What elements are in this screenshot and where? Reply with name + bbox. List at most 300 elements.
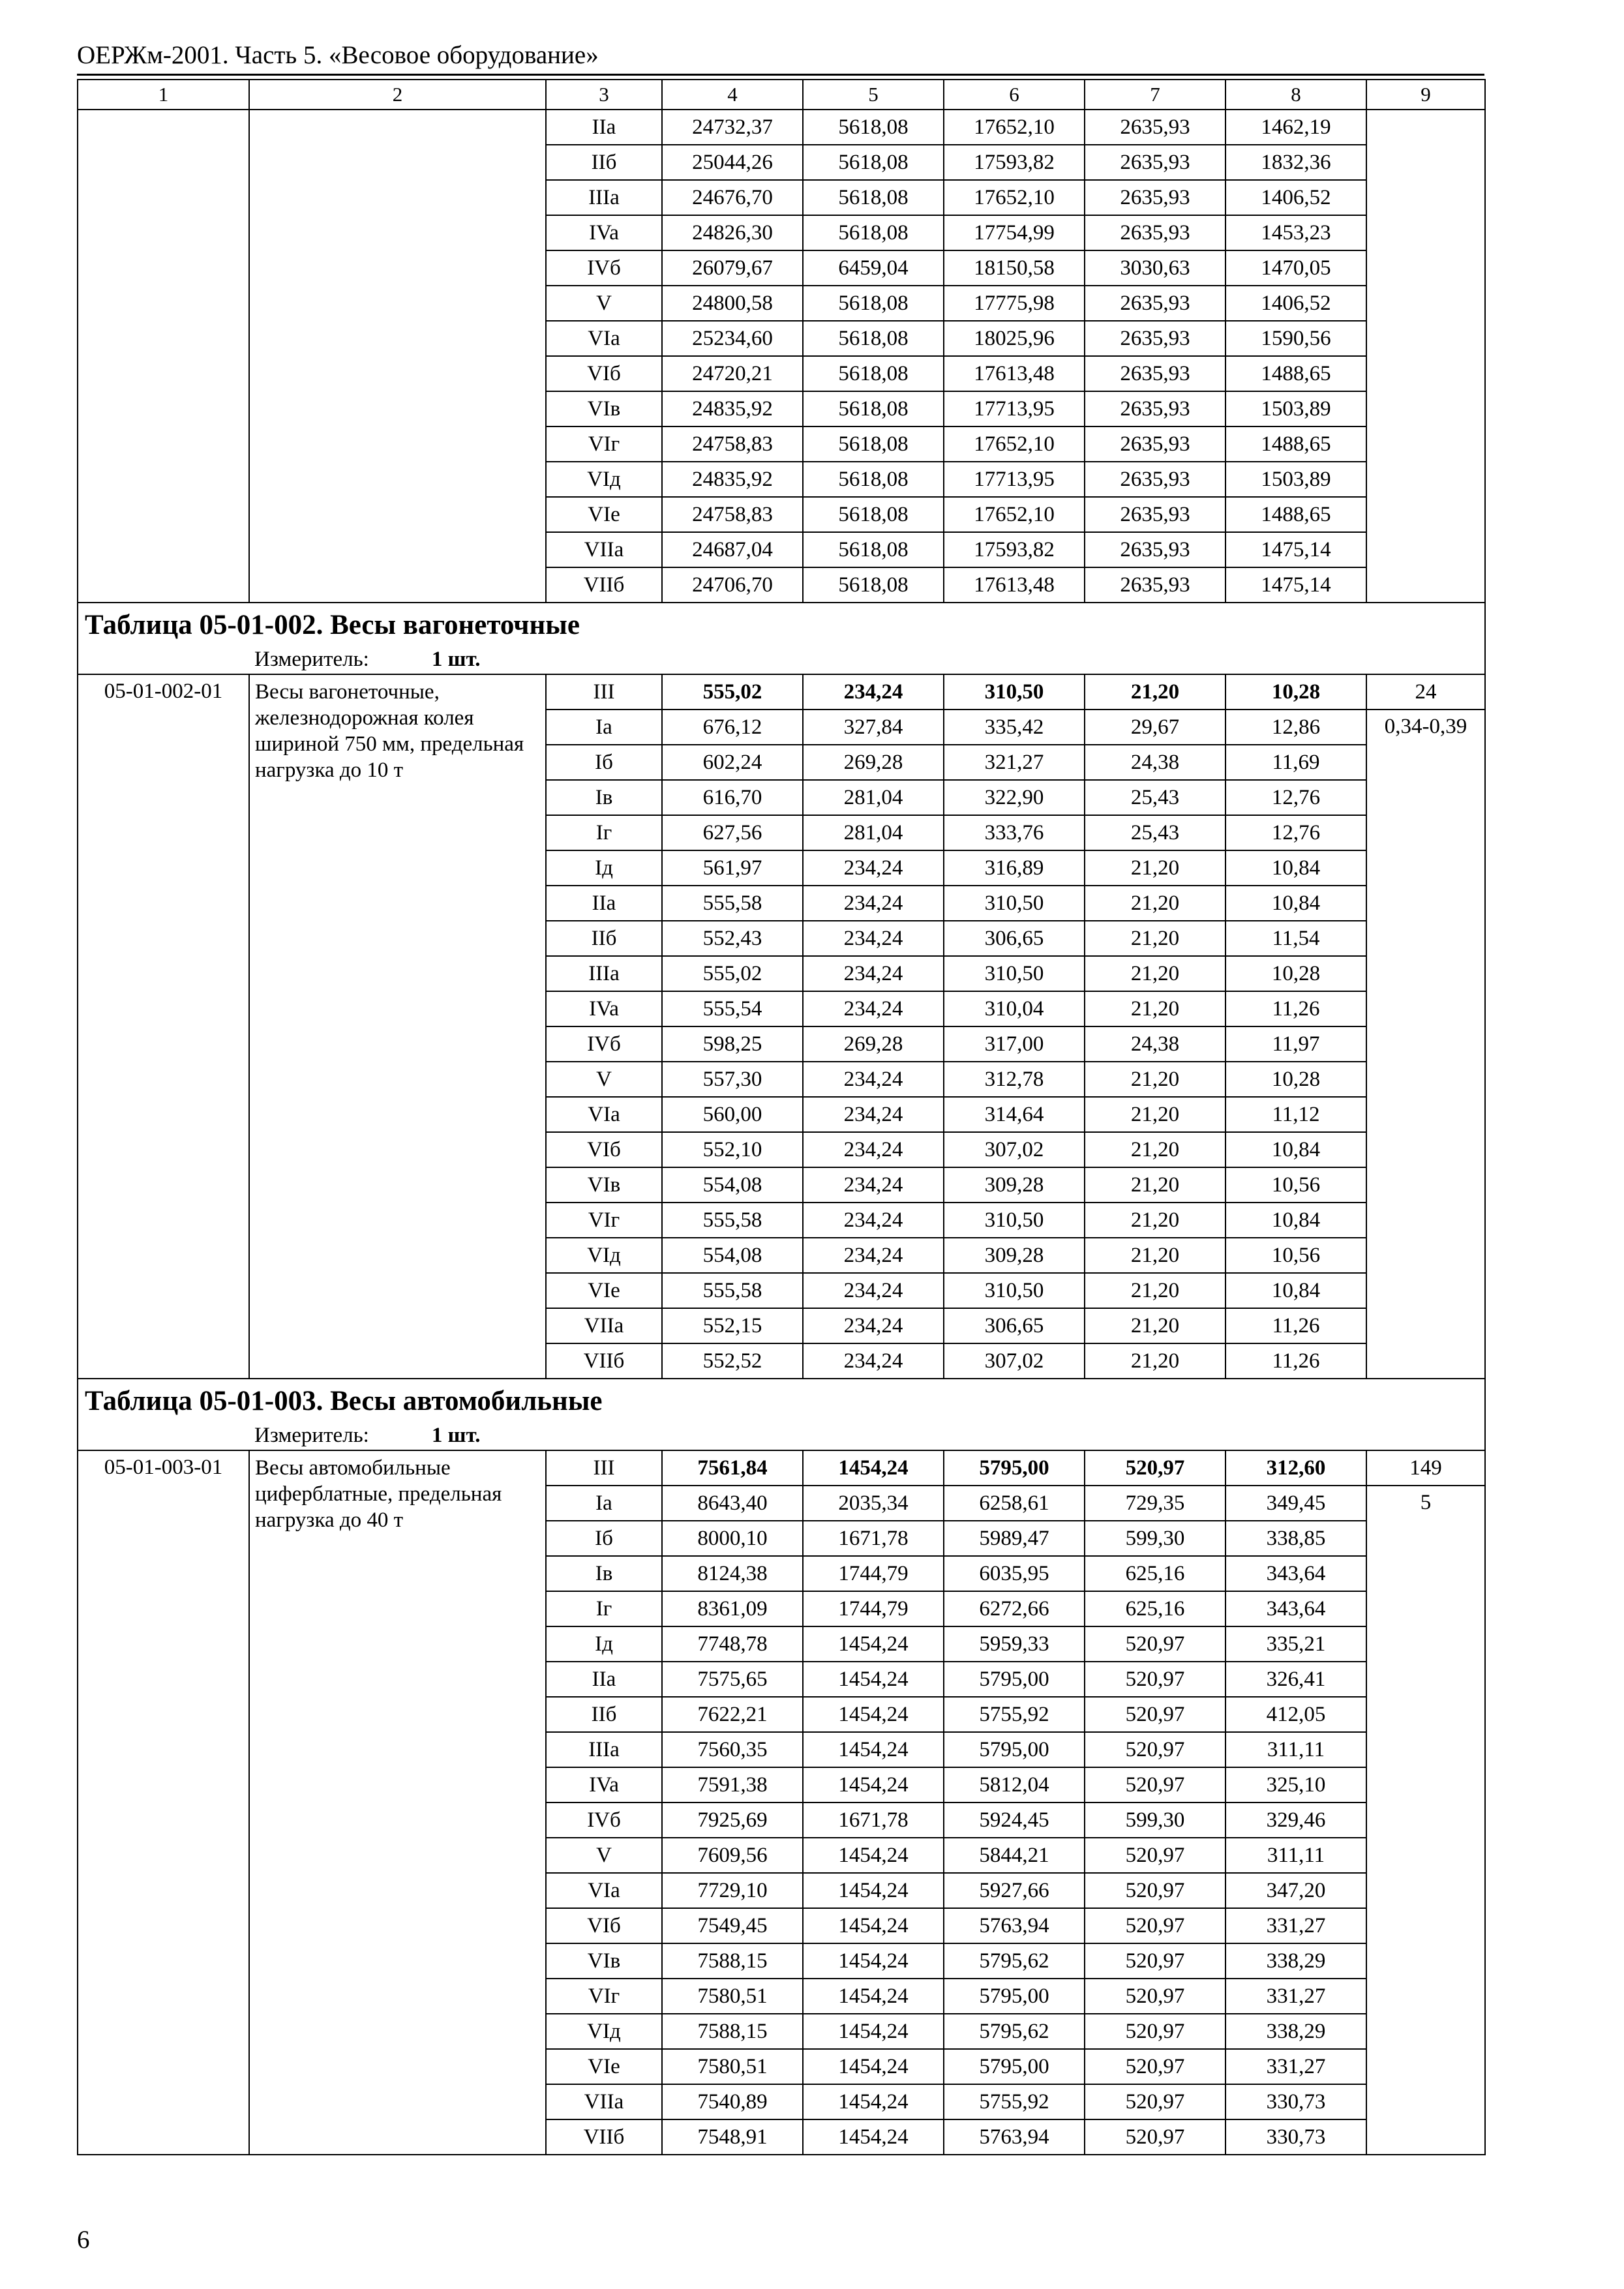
value-cell: 8643,40 [662, 1486, 803, 1521]
value-cell: 5618,08 [803, 462, 944, 497]
document-header: ОЕРЖм-2001. Часть 5. «Весовое оборудование» [77, 41, 599, 69]
value-cell: 12,76 [1226, 815, 1366, 850]
value-cell: 21,20 [1085, 674, 1226, 710]
zone-cell: IVб [546, 1803, 662, 1838]
value-cell: 616,70 [662, 780, 803, 815]
column-number-3: 3 [546, 80, 662, 110]
value-cell: 520,97 [1085, 2119, 1226, 2155]
column-number-row [78, 80, 1485, 110]
code-cell [78, 110, 249, 603]
value-cell: 520,97 [1085, 1450, 1226, 1486]
value-cell: 21,20 [1085, 921, 1226, 956]
column-number-9: 9 [1366, 80, 1485, 110]
value-cell: 1454,24 [803, 1626, 944, 1662]
value-cell: 5618,08 [803, 321, 944, 356]
value-cell: 5618,08 [803, 356, 944, 391]
table2-measure [78, 645, 1485, 674]
value-cell: 234,24 [803, 886, 944, 921]
value-cell: 520,97 [1085, 2049, 1226, 2084]
value-cell: 21,20 [1085, 1167, 1226, 1203]
column-number-6: 6 [944, 80, 1085, 110]
value-cell: 11,26 [1226, 991, 1366, 1026]
zone-cell: Iб [546, 1521, 662, 1556]
table2-labor-bottom: 0,34-0,39 [1366, 710, 1485, 1379]
value-cell: 5755,92 [944, 1697, 1085, 1732]
value-cell: 316,89 [944, 850, 1085, 886]
value-cell: 5795,00 [944, 1732, 1085, 1767]
value-cell: 5795,62 [944, 2014, 1085, 2049]
value-cell: 26079,67 [662, 250, 803, 286]
zone-cell: VIe [546, 1273, 662, 1308]
value-cell: 5959,33 [944, 1626, 1085, 1662]
table3-labor-bottom: 5 [1366, 1486, 1485, 2155]
zone-cell: IVa [546, 991, 662, 1026]
value-cell: 234,24 [803, 850, 944, 886]
zone-cell: VIб [546, 1132, 662, 1167]
zone-cell: IIa [546, 1662, 662, 1697]
value-cell: 24826,30 [662, 215, 803, 250]
value-cell: 11,69 [1226, 745, 1366, 780]
value-cell: 21,20 [1085, 1097, 1226, 1132]
value-cell: 2635,93 [1085, 391, 1226, 426]
value-cell: 552,52 [662, 1343, 803, 1379]
value-cell: 555,58 [662, 1273, 803, 1308]
value-cell: 12,76 [1226, 780, 1366, 815]
zone-cell: IVa [546, 215, 662, 250]
column-number-7: 7 [1085, 80, 1226, 110]
value-cell: 17652,10 [944, 180, 1085, 215]
value-cell: 520,97 [1085, 1873, 1226, 1908]
value-cell: 5618,08 [803, 567, 944, 603]
value-cell: 561,97 [662, 850, 803, 886]
zone-cell: III [546, 1450, 662, 1486]
value-cell: 5924,45 [944, 1803, 1085, 1838]
value-cell: 327,84 [803, 710, 944, 745]
value-cell: 520,97 [1085, 1697, 1226, 1732]
value-cell: 343,64 [1226, 1556, 1366, 1591]
value-cell: 6459,04 [803, 250, 944, 286]
value-cell: 7561,84 [662, 1450, 803, 1486]
value-cell: 310,50 [944, 1203, 1085, 1238]
zone-cell: VIe [546, 497, 662, 532]
value-cell: 2635,93 [1085, 567, 1226, 603]
zone-cell: VIIa [546, 2084, 662, 2119]
value-cell: 17775,98 [944, 286, 1085, 321]
value-cell: 8124,38 [662, 1556, 803, 1591]
zone-cell: VIa [546, 1097, 662, 1132]
zone-cell: VIe [546, 2049, 662, 2084]
value-cell: 7729,10 [662, 1873, 803, 1908]
value-cell: 331,27 [1226, 2049, 1366, 2084]
value-cell: 7580,51 [662, 2049, 803, 2084]
column-number-1: 1 [78, 80, 249, 110]
value-cell: 3030,63 [1085, 250, 1226, 286]
value-cell: 21,20 [1085, 1203, 1226, 1238]
table-row [78, 1450, 1485, 1486]
zone-cell: VIIa [546, 532, 662, 567]
value-cell: 269,28 [803, 1026, 944, 1062]
value-cell: 25044,26 [662, 145, 803, 180]
value-cell: 338,85 [1226, 1521, 1366, 1556]
value-cell: 21,20 [1085, 1062, 1226, 1097]
zone-cell: VIг [546, 1203, 662, 1238]
value-cell: 7549,45 [662, 1908, 803, 1943]
value-cell: 1488,65 [1226, 497, 1366, 532]
value-cell: 602,24 [662, 745, 803, 780]
zone-cell: Iв [546, 1556, 662, 1591]
zone-cell: VIIб [546, 567, 662, 603]
value-cell: 21,20 [1085, 886, 1226, 921]
value-cell: 17593,82 [944, 145, 1085, 180]
value-cell: 25,43 [1085, 815, 1226, 850]
value-cell: 234,24 [803, 956, 944, 991]
value-cell: 269,28 [803, 745, 944, 780]
value-cell: 5795,00 [944, 1662, 1085, 1697]
value-cell: 1454,24 [803, 1732, 944, 1767]
value-cell: 17713,95 [944, 462, 1085, 497]
value-cell: 2035,34 [803, 1486, 944, 1521]
value-cell: 311,11 [1226, 1732, 1366, 1767]
value-cell: 5755,92 [944, 2084, 1085, 2119]
value-cell: 7588,15 [662, 2014, 803, 2049]
rates-table-body [78, 80, 1485, 2155]
value-cell: 11,26 [1226, 1308, 1366, 1343]
value-cell: 331,27 [1226, 1908, 1366, 1943]
value-cell: 6258,61 [944, 1486, 1085, 1521]
value-cell: 7591,38 [662, 1767, 803, 1803]
zone-cell: IIб [546, 145, 662, 180]
value-cell: 343,64 [1226, 1591, 1366, 1626]
value-cell: 2635,93 [1085, 356, 1226, 391]
zone-cell: V [546, 1062, 662, 1097]
zone-cell: IVa [546, 1767, 662, 1803]
value-cell: 312,60 [1226, 1450, 1366, 1486]
zone-cell: IIIa [546, 1732, 662, 1767]
value-cell: 234,24 [803, 921, 944, 956]
value-cell: 520,97 [1085, 2014, 1226, 2049]
value-cell: 520,97 [1085, 1767, 1226, 1803]
value-cell: 557,30 [662, 1062, 803, 1097]
value-cell: 25,43 [1085, 780, 1226, 815]
table3-labor-top: 149 [1366, 1450, 1485, 1486]
zone-cell: Ia [546, 1486, 662, 1521]
value-cell: 1454,24 [803, 1873, 944, 1908]
zone-cell: VIa [546, 1873, 662, 1908]
value-cell: 7622,21 [662, 1697, 803, 1732]
value-cell: 234,24 [803, 1097, 944, 1132]
value-cell: 21,20 [1085, 850, 1226, 886]
value-cell: 321,27 [944, 745, 1085, 780]
zone-cell: III [546, 674, 662, 710]
value-cell: 7748,78 [662, 1626, 803, 1662]
value-cell: 21,20 [1085, 991, 1226, 1026]
value-cell: 317,00 [944, 1026, 1085, 1062]
zone-cell: Iб [546, 745, 662, 780]
value-cell: 21,20 [1085, 1273, 1226, 1308]
value-cell: 234,24 [803, 1273, 944, 1308]
rates-table [77, 79, 1486, 2155]
column-number-8: 8 [1226, 80, 1366, 110]
value-cell: 5618,08 [803, 145, 944, 180]
value-cell: 24835,92 [662, 391, 803, 426]
value-cell: 281,04 [803, 815, 944, 850]
zone-cell: VIв [546, 1943, 662, 1979]
value-cell: 309,28 [944, 1167, 1085, 1203]
value-cell: 554,08 [662, 1238, 803, 1273]
zone-cell: VIIб [546, 1343, 662, 1379]
value-cell: 8361,09 [662, 1591, 803, 1626]
value-cell: 1454,24 [803, 1662, 944, 1697]
value-cell: 5812,04 [944, 1767, 1085, 1803]
value-cell: 24720,21 [662, 356, 803, 391]
value-cell: 2635,93 [1085, 286, 1226, 321]
value-cell: 11,12 [1226, 1097, 1366, 1132]
value-cell: 331,27 [1226, 1979, 1366, 2014]
value-cell: 234,24 [803, 1062, 944, 1097]
value-cell: 329,46 [1226, 1803, 1366, 1838]
value-cell: 309,28 [944, 1238, 1085, 1273]
value-cell: 338,29 [1226, 2014, 1366, 2049]
value-cell: 5795,62 [944, 1943, 1085, 1979]
zone-cell: VIв [546, 1167, 662, 1203]
value-cell: 21,20 [1085, 1238, 1226, 1273]
value-cell: 307,02 [944, 1132, 1085, 1167]
value-cell: 10,84 [1226, 1132, 1366, 1167]
value-cell: 5618,08 [803, 215, 944, 250]
value-cell: 17613,48 [944, 356, 1085, 391]
zone-cell: VIд [546, 1238, 662, 1273]
value-cell: 1406,52 [1226, 286, 1366, 321]
measure-unit: 1 шт. [431, 648, 481, 671]
value-cell: 10,56 [1226, 1238, 1366, 1273]
value-cell: 1454,24 [803, 1767, 944, 1803]
value-cell: 555,02 [662, 674, 803, 710]
value-cell: 627,56 [662, 815, 803, 850]
value-cell: 234,24 [803, 1343, 944, 1379]
value-cell: 5844,21 [944, 1838, 1085, 1873]
value-cell: 1454,24 [803, 2049, 944, 2084]
value-cell: 5618,08 [803, 532, 944, 567]
zone-cell: VIв [546, 391, 662, 426]
value-cell: 306,65 [944, 921, 1085, 956]
value-cell: 7609,56 [662, 1838, 803, 1873]
value-cell: 520,97 [1085, 1732, 1226, 1767]
table3-measure-row [78, 1421, 1485, 1450]
value-cell: 24,38 [1085, 1026, 1226, 1062]
zone-cell: IIa [546, 886, 662, 921]
value-cell: 24687,04 [662, 532, 803, 567]
value-cell: 1454,24 [803, 1908, 944, 1943]
page-number: 6 [77, 2226, 90, 2254]
value-cell: 234,24 [803, 1238, 944, 1273]
table2-name: Весы вагонеточные, железнодорожная колея шириной 750 мм, предельная нагрузка до 10 т [249, 674, 546, 1379]
value-cell: 10,56 [1226, 1167, 1366, 1203]
value-cell: 330,73 [1226, 2119, 1366, 2155]
value-cell: 598,25 [662, 1026, 803, 1062]
value-cell: 5927,66 [944, 1873, 1085, 1908]
value-cell: 2635,93 [1085, 426, 1226, 462]
value-cell: 1475,14 [1226, 532, 1366, 567]
value-cell: 552,43 [662, 921, 803, 956]
value-cell: 520,97 [1085, 1908, 1226, 1943]
zone-cell: Ia [546, 710, 662, 745]
zone-cell: Iд [546, 850, 662, 886]
value-cell: 7560,35 [662, 1732, 803, 1767]
zone-cell: Iг [546, 815, 662, 850]
table2-code: 05-01-002-01 [78, 674, 249, 1379]
value-cell: 554,08 [662, 1167, 803, 1203]
zone-cell: Iв [546, 780, 662, 815]
zone-cell: VIд [546, 2014, 662, 2049]
value-cell: 325,10 [1226, 1767, 1366, 1803]
value-cell: 234,24 [803, 674, 944, 710]
value-cell: 234,24 [803, 1167, 944, 1203]
value-cell: 18025,96 [944, 321, 1085, 356]
value-cell: 5763,94 [944, 1908, 1085, 1943]
value-cell: 1454,24 [803, 2014, 944, 2049]
value-cell: 347,20 [1226, 1873, 1366, 1908]
value-cell: 335,21 [1226, 1626, 1366, 1662]
value-cell: 21,20 [1085, 1343, 1226, 1379]
value-cell: 552,15 [662, 1308, 803, 1343]
value-cell: 307,02 [944, 1343, 1085, 1379]
table3-title-row [78, 1379, 1485, 1421]
table-row [78, 674, 1485, 710]
value-cell: 5618,08 [803, 110, 944, 145]
value-cell: 306,65 [944, 1308, 1085, 1343]
value-cell: 6035,95 [944, 1556, 1085, 1591]
labor-cell [1366, 110, 1485, 603]
value-cell: 338,29 [1226, 1943, 1366, 1979]
value-cell: 17713,95 [944, 391, 1085, 426]
value-cell: 729,35 [1085, 1486, 1226, 1521]
zone-cell: IIIa [546, 956, 662, 991]
zone-cell: V [546, 1838, 662, 1873]
value-cell: 11,54 [1226, 921, 1366, 956]
value-cell: 1470,05 [1226, 250, 1366, 286]
column-number-5: 5 [803, 80, 944, 110]
value-cell: 17593,82 [944, 532, 1085, 567]
value-cell: 2635,93 [1085, 462, 1226, 497]
measure-unit: 1 шт. [431, 1424, 481, 1447]
value-cell: 310,50 [944, 956, 1085, 991]
value-cell: 625,16 [1085, 1591, 1226, 1626]
value-cell: 1475,14 [1226, 567, 1366, 603]
value-cell: 1503,89 [1226, 462, 1366, 497]
zone-cell: IVб [546, 250, 662, 286]
value-cell: 1671,78 [803, 1803, 944, 1838]
zone-cell: VIa [546, 321, 662, 356]
value-cell: 330,73 [1226, 2084, 1366, 2119]
zone-cell: V [546, 286, 662, 321]
value-cell: 2635,93 [1085, 180, 1226, 215]
value-cell: 21,20 [1085, 1308, 1226, 1343]
value-cell: 10,84 [1226, 850, 1366, 886]
table2-title-row [78, 603, 1485, 645]
value-cell: 7925,69 [662, 1803, 803, 1838]
value-cell: 5618,08 [803, 391, 944, 426]
value-cell: 21,20 [1085, 956, 1226, 991]
value-cell: 234,24 [803, 1132, 944, 1167]
value-cell: 24758,83 [662, 426, 803, 462]
value-cell: 555,58 [662, 886, 803, 921]
value-cell: 310,04 [944, 991, 1085, 1026]
value-cell: 1454,24 [803, 1943, 944, 1979]
value-cell: 7540,89 [662, 2084, 803, 2119]
value-cell: 7575,65 [662, 1662, 803, 1697]
value-cell: 1453,23 [1226, 215, 1366, 250]
value-cell: 310,50 [944, 1273, 1085, 1308]
value-cell: 555,54 [662, 991, 803, 1026]
column-number-2: 2 [249, 80, 546, 110]
value-cell: 24800,58 [662, 286, 803, 321]
zone-cell: Iг [546, 1591, 662, 1626]
value-cell: 322,90 [944, 780, 1085, 815]
value-cell: 1744,79 [803, 1591, 944, 1626]
value-cell: 24,38 [1085, 745, 1226, 780]
value-cell: 10,28 [1226, 956, 1366, 991]
value-cell: 24706,70 [662, 567, 803, 603]
zone-cell: VIг [546, 426, 662, 462]
value-cell: 310,50 [944, 886, 1085, 921]
value-cell: 18150,58 [944, 250, 1085, 286]
value-cell: 24732,37 [662, 110, 803, 145]
value-cell: 24758,83 [662, 497, 803, 532]
value-cell: 24676,70 [662, 180, 803, 215]
value-cell: 7548,91 [662, 2119, 803, 2155]
value-cell: 520,97 [1085, 1626, 1226, 1662]
zone-cell: VIб [546, 1908, 662, 1943]
value-cell: 599,30 [1085, 1521, 1226, 1556]
column-number-4: 4 [662, 80, 803, 110]
table-row [78, 110, 1485, 145]
table3-measure [78, 1421, 1485, 1450]
zone-cell: IVб [546, 1026, 662, 1062]
value-cell: 520,97 [1085, 2084, 1226, 2119]
value-cell: 2635,93 [1085, 215, 1226, 250]
zone-cell: VIб [546, 356, 662, 391]
value-cell: 326,41 [1226, 1662, 1366, 1697]
value-cell: 555,02 [662, 956, 803, 991]
value-cell: 5618,08 [803, 426, 944, 462]
value-cell: 314,64 [944, 1097, 1085, 1132]
value-cell: 1454,24 [803, 1697, 944, 1732]
value-cell: 676,12 [662, 710, 803, 745]
value-cell: 10,84 [1226, 1273, 1366, 1308]
value-cell: 5795,00 [944, 1979, 1085, 2014]
value-cell: 281,04 [803, 780, 944, 815]
value-cell: 5795,00 [944, 2049, 1085, 2084]
table2-labor-top: 24 [1366, 674, 1485, 710]
table3-title: Таблица 05-01-003. Весы автомобильные [78, 1379, 1485, 1421]
value-cell: 520,97 [1085, 1979, 1226, 2014]
value-cell: 1454,24 [803, 2119, 944, 2155]
value-cell: 560,00 [662, 1097, 803, 1132]
value-cell: 17613,48 [944, 567, 1085, 603]
value-cell: 5618,08 [803, 286, 944, 321]
zone-cell: IIIa [546, 180, 662, 215]
table2-title: Таблица 05-01-002. Весы вагонеточные [78, 603, 1485, 645]
table2-measure-row [78, 645, 1485, 674]
value-cell: 1590,56 [1226, 321, 1366, 356]
value-cell: 349,45 [1226, 1486, 1366, 1521]
value-cell: 234,24 [803, 1308, 944, 1343]
table3-name: Весы автомобильные циферблатные, предельная нагрузка до 40 т [249, 1450, 546, 2155]
value-cell: 234,24 [803, 1203, 944, 1238]
value-cell: 234,24 [803, 991, 944, 1026]
value-cell: 12,86 [1226, 710, 1366, 745]
value-cell: 520,97 [1085, 1838, 1226, 1873]
